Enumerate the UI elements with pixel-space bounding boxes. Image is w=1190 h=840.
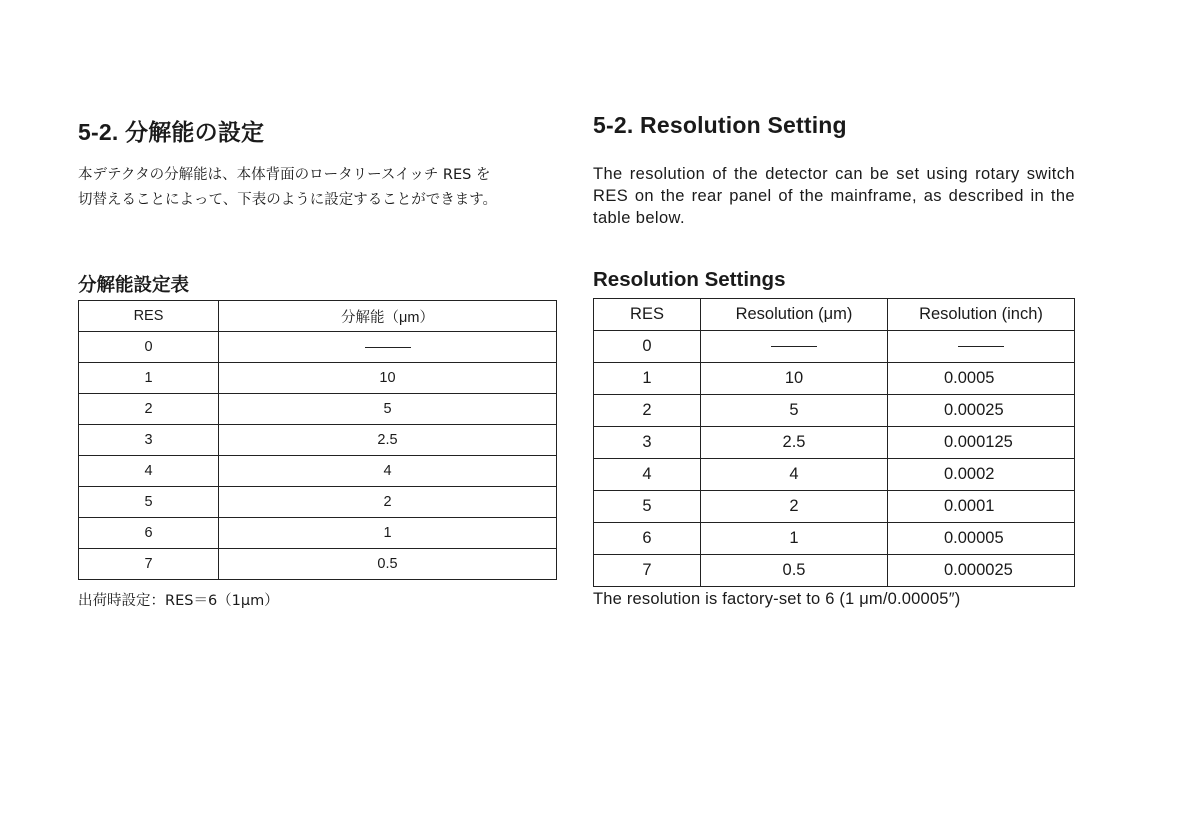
intro-text-en: The resolution of the detector can be set using rotary switch RES on the rear panel of the mainframe, as described in the table below. — [593, 165, 1075, 227]
table-row — [79, 425, 557, 456]
resolution-um-cell: 5 — [701, 395, 888, 427]
resolution-um-cell: 10 — [701, 363, 888, 395]
section-heading-en: 5-2. Resolution Setting — [593, 112, 847, 138]
resolution-cell: 4 — [219, 456, 557, 487]
resolution-um-cell: 2 — [701, 491, 888, 523]
table-row — [594, 459, 1075, 491]
table-row — [594, 395, 1075, 427]
dash-line — [958, 346, 1004, 347]
resolution-cell: 1 — [219, 518, 557, 549]
column-header-resolution-inch: Resolution (inch) — [888, 299, 1075, 331]
intro-line: 切替えることによって、下表のように設定することができます。 — [78, 192, 498, 208]
factory-setting-note-ja: 出荷時設定：RES＝6（1μm） — [78, 593, 279, 609]
table-row — [594, 523, 1075, 555]
table-row — [594, 331, 1075, 363]
resolution-inch-cell-empty — [888, 331, 1075, 363]
table-row — [79, 363, 557, 394]
res-cell: 5 — [594, 491, 701, 523]
res-cell: 5 — [79, 487, 219, 518]
resolution-cell: 10 — [219, 363, 557, 394]
resolution-inch-cell: 0.00005 — [888, 523, 1075, 555]
resolution-inch-cell: 0.0005 — [888, 363, 1075, 395]
section-heading-ja: 5-2. 分解能の設定 — [78, 119, 265, 145]
table-row — [594, 363, 1075, 395]
resolution-cell: 0.5 — [219, 549, 557, 580]
intro-text-ja — [78, 163, 560, 213]
table-row — [594, 491, 1075, 523]
table-row — [594, 427, 1075, 459]
res-cell: 6 — [594, 523, 701, 555]
table-row — [79, 332, 557, 363]
table-title-en: Resolution Settings — [593, 268, 786, 291]
factory-setting-note-en: The resolution is factory-set to 6 (1 μm/0.00005″) — [593, 590, 961, 608]
res-cell: 2 — [594, 395, 701, 427]
res-cell: 1 — [594, 363, 701, 395]
table-row — [79, 394, 557, 425]
intro-line: 本デテクタの分解能は、本体背面のロータリースイッチ RES を — [78, 167, 491, 183]
dash-line — [365, 347, 411, 348]
table-row — [79, 487, 557, 518]
res-cell: 3 — [79, 425, 219, 456]
table-title-ja: 分解能設定表 — [78, 275, 190, 296]
table-header-row — [594, 299, 1075, 331]
res-cell: 3 — [594, 427, 701, 459]
res-cell: 4 — [594, 459, 701, 491]
resolution-um-cell-empty — [701, 331, 888, 363]
res-cell: 2 — [79, 394, 219, 425]
res-cell: 1 — [79, 363, 219, 394]
resolution-um-cell: 1 — [701, 523, 888, 555]
table-row — [79, 518, 557, 549]
resolution-inch-cell: 0.000125 — [888, 427, 1075, 459]
column-header-resolution: 分解能（μm） — [219, 301, 557, 332]
res-cell: 0 — [79, 332, 219, 363]
resolution-table-ja — [78, 300, 557, 580]
resolution-inch-cell: 0.0001 — [888, 491, 1075, 523]
resolution-um-cell: 2.5 — [701, 427, 888, 459]
table-header-row — [79, 301, 557, 332]
resolution-cell: 2 — [219, 487, 557, 518]
res-cell: 7 — [594, 555, 701, 587]
dash-line — [771, 346, 817, 347]
resolution-inch-cell: 0.00025 — [888, 395, 1075, 427]
res-cell: 6 — [79, 518, 219, 549]
column-header-res: RES — [594, 299, 701, 331]
table-row — [79, 549, 557, 580]
res-cell: 7 — [79, 549, 219, 580]
res-cell: 0 — [594, 331, 701, 363]
res-cell: 4 — [79, 456, 219, 487]
resolution-cell: 5 — [219, 394, 557, 425]
resolution-inch-cell: 0.000025 — [888, 555, 1075, 587]
resolution-cell-empty — [219, 332, 557, 363]
table-row — [594, 555, 1075, 587]
resolution-cell: 2.5 — [219, 425, 557, 456]
table-row — [79, 456, 557, 487]
resolution-table-en — [593, 298, 1075, 587]
resolution-um-cell: 4 — [701, 459, 888, 491]
resolution-um-cell: 0.5 — [701, 555, 888, 587]
column-header-res: RES — [79, 301, 219, 332]
column-header-resolution-um: Resolution (μm) — [701, 299, 888, 331]
resolution-inch-cell: 0.0002 — [888, 459, 1075, 491]
